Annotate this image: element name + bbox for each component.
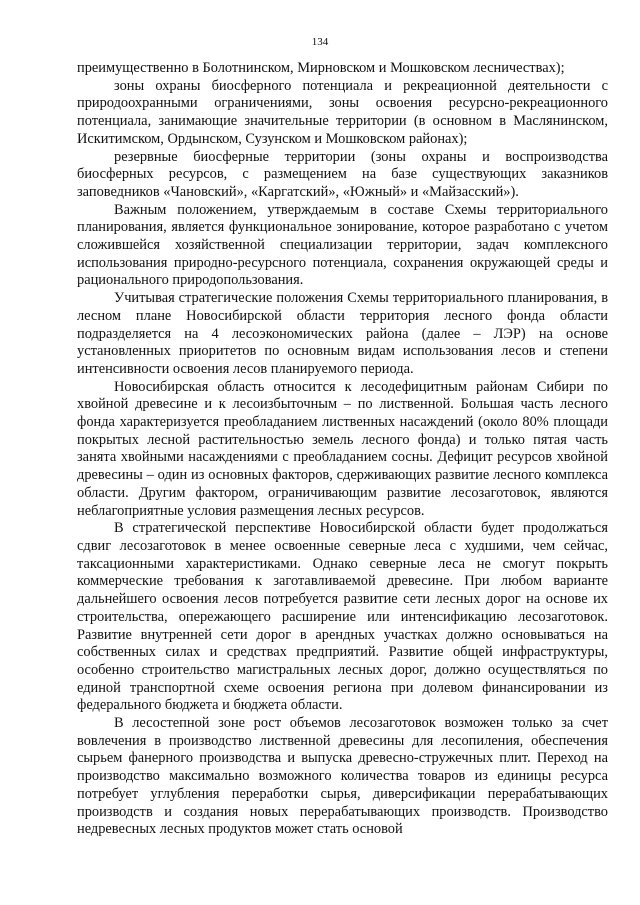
paragraph: Важным положением, утверждаемым в составе Схемы территориального планирования, является функциональное зонирование, которое разработано с учетом сложившейся хозяйственной специализации территории, задач комплексного использования природно-ресурсного потенциала, сохранения окружающей среды и рационального природопользования. [77,201,608,289]
paragraph: В лесостепной зоне рост объемов лесозаготовок возможен только за счет вовлечения в производство лиственной древесины для лесопиления, обеспечения сырьем фанерного производства и выпуска древесно-стружечных плит. Переход на производство максимально возможного количества товаров из единицы ресурса потребует углубления переработки сырья, диверсификации перерабатывающих производств и создания новых перерабатывающих производств. Производство недревесных лесных продуктов может стать основой [77,715,608,838]
paragraph: преимущественно в Болотнинском, Мирновском и Мошковском лесничествах); [77,60,565,76]
paragraph: резервные биосферные территории (зоны охраны и воспроизводства биосферных ресурсов, с размещением на базе существующих заказников заповедников «Чановский», «Каргатский», «Южный» и «Майзасский»). [77,148,608,200]
paragraph: зоны охраны биосферного потенциала и рекреационной деятельности с природоохранными ограничениями, зоны освоения ресурсно-рекреационного потенциала, занимающие значительные территории (в основном в Маслянинском, Искитимском, Ордынском, Сузунском и Мошковском районах); [77,77,608,147]
paragraph: В стратегической перспективе Новосибирской области будет продолжаться сдвиг лесозаготовок в менее освоенные северные леса с худшими, чем сейчас, таксационными характеристиками. Однако северные леса не смогут покрыть коммерческие требования к заготавливаемой древесине. При любом варианте дальнейшего освоения лесов потребуется развитие сети лесных дорог на основе их строительства, опережающего расширение или интенсификацию лесозаготовок. Развитие внутренней сети дорог в арендных участках должно основываться на собственных силах и средствах предприятий. Развитие общей инфраструктуры, особенно строительство магистральных лесных дорог, должно осуществляться по единой транспортной схеме освоения региона при долевом финансировании из федерального бюджета и бюджета области. [77,520,608,714]
page-number: 134 [311,36,329,48]
paragraph: Учитывая стратегические положения Схемы территориального планирования, в лесном плане Новосибирской области территория лесного фонда области подразделяется на 4 лесоэкономических района (далее – ЛЭР) на основе установленных приоритетов по основным видам использования лесов и степени интенсивности освоения лесов планируемого периода. [77,290,608,377]
document-body [77,60,608,839]
paragraph: Новосибирская область относится к лесодефицитным районам Сибири по хвойной древесине и к лесоизбыточным – по лиственной. Большая часть лесного фонда характеризуется преобладанием лиственных насаждений (около 80% площади покрытых лесной растительностью земель лесного фонда) и только пятая часть занята хвойными насаждениями с преобладанием сосны. Дефицит ресурсов хвойной древесины – один из основных факторов, сдерживающих развитие лесного комплекса области. Другим фактором, ограничивающим развитие лесозаготовок, являются неблагоприятные условия размещения лесных ресурсов. [77,378,608,519]
